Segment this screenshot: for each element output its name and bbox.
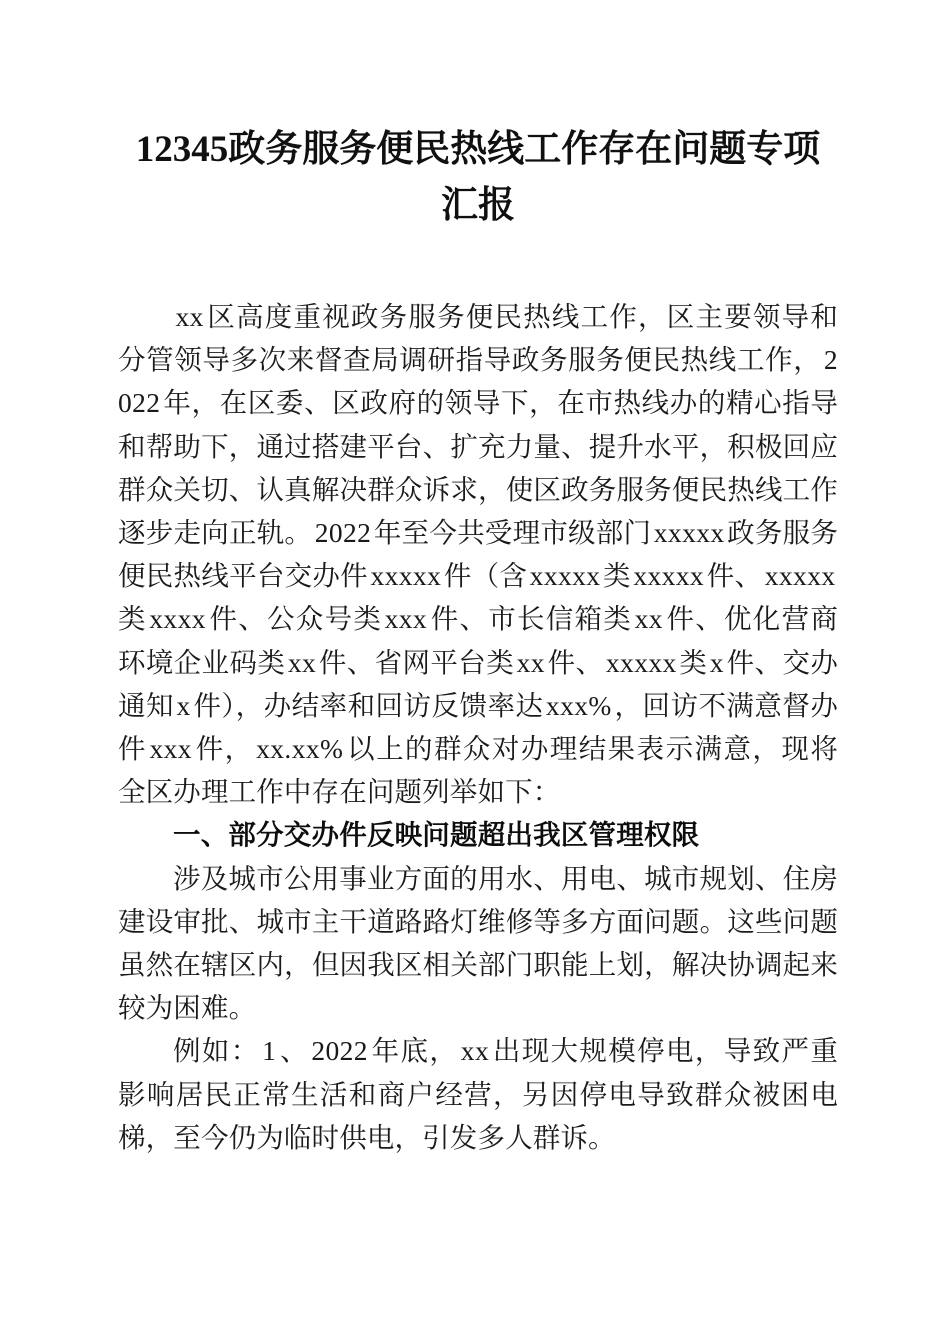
latin-run: xxx% (545, 689, 612, 721)
latin-run: x (709, 646, 724, 678)
latin-run: xx.xx% (256, 733, 344, 765)
latin-run: xxxxx (653, 517, 725, 549)
latin-run: x (176, 689, 191, 721)
latin-run: 2022 (118, 344, 838, 419)
latin-run: 1 (262, 1035, 277, 1067)
section-heading-1: 一、部分交办件反映问题超出我区管理权限 (173, 819, 700, 851)
latin-run: 2022 (314, 517, 372, 549)
latin-run: xx (516, 646, 545, 678)
latin-run: xx (175, 301, 204, 332)
latin-run: xx (634, 603, 663, 635)
latin-run: 2022 (311, 1035, 368, 1067)
latin-run: xxxxx (529, 560, 601, 592)
latin-run: xx (460, 1035, 490, 1067)
latin-run: xxx (384, 603, 428, 635)
latin-run: xxxxx (370, 560, 442, 592)
page-title: 12345政务服务便民热线工作存在问题专项汇报 (135, 129, 821, 226)
paragraph-section-1-body: 涉及城市公用事业方面的用水、用电、城市规划、住房建设审批、城市主干道路路灯维修等多方面问题。这些问题虽然在辖区内，但因我区相关部门职能上划，解决协调起来较为困难。 (118, 862, 838, 1024)
document-content (118, 0, 838, 1159)
paragraph-section-1-example: 例如：1、2022年底，xx出现大规模停电，导致严重影响居民正常生活和商户经营，另因停电导致群众被困电梯，至今仍为临时供电，引发多人群诉。 (118, 1035, 839, 1153)
latin-run: xxx (149, 733, 192, 765)
latin-run: xxxxx (764, 560, 836, 592)
latin-run: xx (287, 646, 317, 678)
paragraph-intro: xx区高度重视政务服务便民热线工作，区主要领导和分管领导多次来督查局调研指导政务服务便民热线工作，2022年，在区委、区政府的领导下，在市热线办的精心指导和帮助下，通过搭建平台、扩充力量、提升水平，积极回应群众关切、认真解决群众诉求，使区政务服务便民热线工作逐步走向正轨。2022年至今共受理市级部门xxxxx政务服务便民热线平台交办件xxxxx件（含xxxxx类xxxxx件、xxxxx类xxxx件、公众号类xxx件、市长信箱类xx件、优化营商环境企业码类xx件、省网平台类xx件、xxxxx类x件、交办通知x件），办结率和回访反馈率达xxx%，回访不满意督办件xxx件，xx.xx%以上的群众对办理结果表示满意，现将全区办理工作中存在问题列举如下： (118, 301, 839, 808)
latin-run: xxxxx (633, 560, 705, 592)
latin-run: xxxx (149, 603, 206, 635)
latin-run: xxxxx (605, 646, 677, 678)
